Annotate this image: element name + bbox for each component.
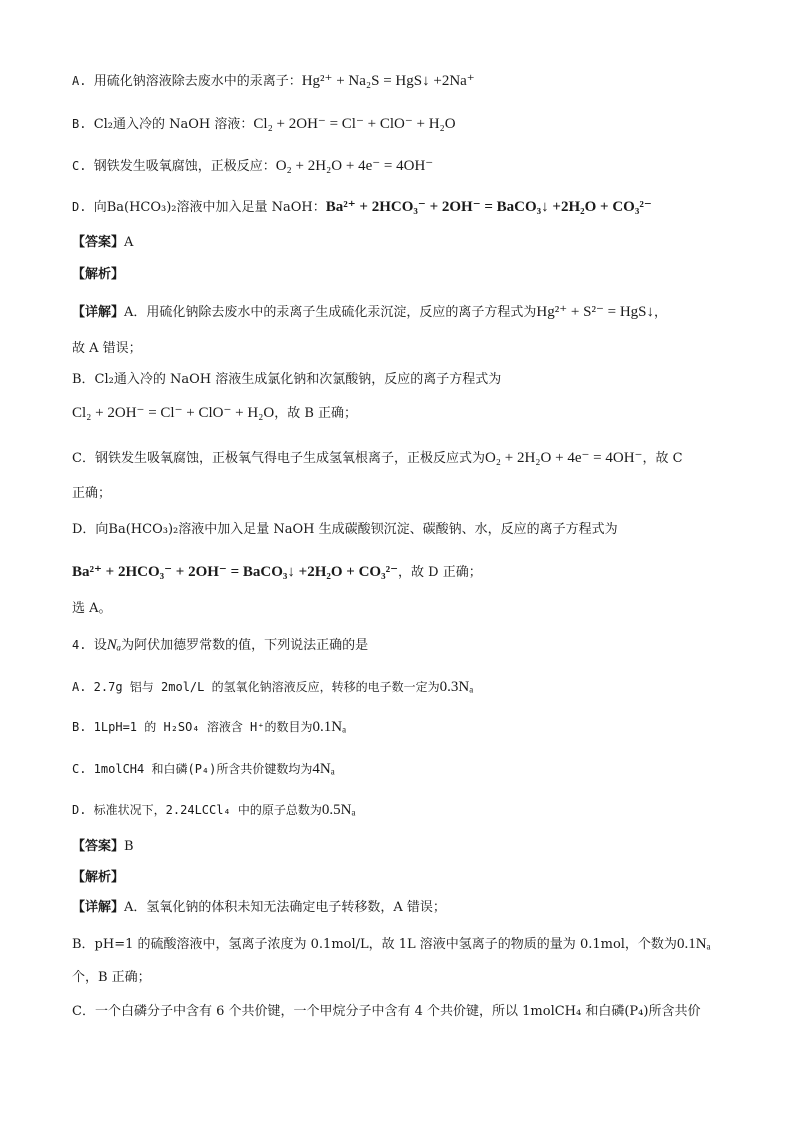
q4-option-a: A. 2.7g 铝与 2mol/L 的氢氧化钠溶液反应，转移的电子数一定为0.3Nₐ bbox=[72, 679, 474, 695]
q4-analysis-heading: 【解析】 bbox=[72, 870, 125, 885]
q3-choose: 选 A。 bbox=[72, 601, 112, 616]
q4-detail-b-cont: 个，B 正确； bbox=[72, 970, 151, 985]
q3-analysis-heading: 【解析】 bbox=[72, 267, 125, 282]
q3-detail-a-cont: 故 A 错误； bbox=[72, 341, 142, 356]
q3-detail-d-formula: Ba²⁺ + 2HCO₃⁻ + 2OH⁻ = BaCO₃↓ +2H₂O + CO₃²⁻，故 D 正确； bbox=[72, 564, 482, 580]
q4-option-d: D. 标准状况下，2.24LCCl₄ 中的原子总数为0.5Nₐ bbox=[72, 802, 356, 818]
q4-detail-c: C．一个白磷分子中含有 6 个共价键，一个甲烷分子中含有 4 个共价键，所以 1molCH₄ 和白磷(P₄)所含共价 bbox=[72, 1004, 701, 1019]
q4-answer: 【答案】B bbox=[72, 839, 134, 854]
q3-detail-d: D．向Ba(HCO₃)₂溶液中加入足量 NaOH 生成碳酸钡沉淀、碳酸钠、水，反应的离子方程式为 bbox=[72, 522, 618, 537]
q3-detail-a: 【详解】A．用硫化钠除去废水中的汞离子生成硫化汞沉淀，反应的离子方程式为Hg²⁺ + S²⁻ = HgS↓， bbox=[72, 304, 668, 320]
q4-detail-b: B．pH=1 的硫酸溶液中，氢离子浓度为 0.1mol/L，故 1L 溶液中氢离子的物质的量为 0.1mol，个数为0.1Nₐ bbox=[72, 936, 711, 952]
q3-option-a: A. 用硫化钠溶液除去废水中的汞离子：Hg²⁺ + Na₂S = HgS↓ +2Na⁺ bbox=[72, 73, 475, 89]
q3-option-c: C. 钢铁发生吸氧腐蚀，正极反应：O₂ + 2H₂O + 4e⁻ = 4OH⁻ bbox=[72, 158, 434, 174]
q3-detail-c: C．钢铁发生吸氧腐蚀，正极氧气得电子生成氢氧根离子，正极反应式为O₂ + 2H₂O + 4e⁻ = 4OH⁻，故 C bbox=[72, 450, 683, 466]
q3-detail-b-formula: Cl₂ + 2OH⁻ = Cl⁻ + ClO⁻ + H₂O，故 B 正确； bbox=[72, 405, 358, 421]
q3-option-d: D. 向Ba(HCO₃)₂溶液中加入足量 NaOH：Ba²⁺ + 2HCO₃⁻ + 2OH⁻ = BaCO₃↓ +2H₂O + CO₃²⁻ bbox=[72, 199, 652, 215]
q4-option-b: B. 1LpH=1 的 H₂SO₄ 溶液含 H⁺的数目为0.1Nₐ bbox=[72, 719, 347, 735]
q4-stem: 4. 设Nₐ为阿伏加德罗常数的值，下列说法正确的是 bbox=[72, 637, 369, 653]
q3-detail-c-cont: 正确； bbox=[72, 486, 112, 501]
q3-option-b: B. Cl₂通入冷的 NaOH 溶液：Cl₂ + 2OH⁻ = Cl⁻ + ClO⁻ + H₂O bbox=[72, 116, 456, 132]
q3-answer: 【答案】A bbox=[72, 235, 134, 250]
q3-detail-b: B．Cl₂通入冷的 NaOH 溶液生成氯化钠和次氯酸钠，反应的离子方程式为 bbox=[72, 372, 502, 387]
q4-option-c: C. 1molCH4 和白磷(P₄)所含共价键数均为4Nₐ bbox=[72, 761, 335, 777]
q4-detail-a: 【详解】A．氢氧化钠的体积未知无法确定电子转移数，A 错误； bbox=[72, 900, 446, 915]
